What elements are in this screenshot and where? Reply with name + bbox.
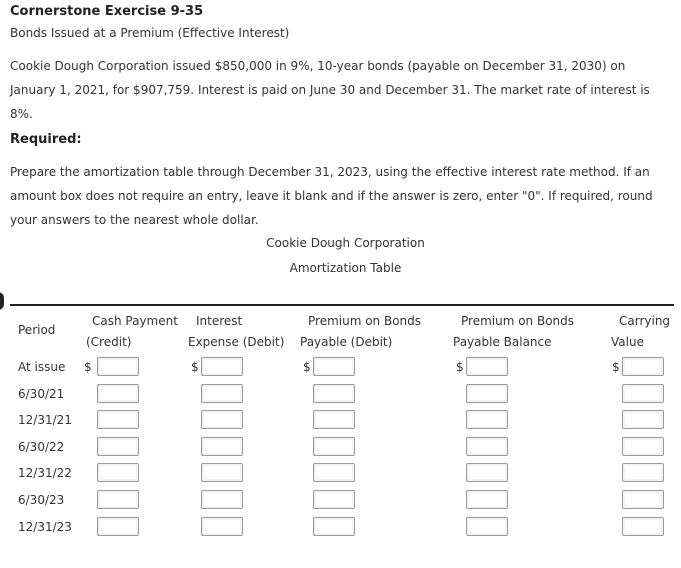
exercise-subtitle: Bonds Issued at a Premium (Effective Interest)	[10, 26, 290, 40]
dollar-sign: $	[84, 360, 92, 374]
premium-input[interactable]	[313, 410, 355, 429]
balance-input[interactable]	[466, 490, 508, 509]
dollar-sign: $	[612, 360, 620, 374]
exercise-title: Cornerstone Exercise 9-35	[10, 4, 204, 19]
problem-statement	[10, 54, 670, 126]
row-label: At issue	[18, 360, 66, 374]
required-line-1: Prepare the amortization table through December 31, 2023, using the effective interest rate method. If an	[10, 165, 650, 179]
interest-input[interactable]	[201, 384, 243, 403]
problem-line-2: January 1, 2021, for $907,759. Interest is paid on June 30 and December 31. The market rate of interest is	[10, 83, 650, 97]
header-interest-expense: Expense (Debit)	[188, 335, 285, 349]
header-period: Period	[18, 323, 56, 337]
header-interest: Interest	[196, 314, 243, 328]
header-premium-debit: Payable (Debit)	[300, 335, 393, 349]
table-name: Amortization Table	[289, 261, 402, 275]
dollar-sign: $	[303, 360, 311, 374]
balance-input[interactable]	[466, 410, 508, 429]
required-label: Required:	[10, 132, 82, 147]
problem-line-3: 8%.	[10, 107, 33, 121]
header-premium-amortized: Premium on Bonds	[308, 314, 422, 328]
premium-input[interactable]	[313, 437, 355, 456]
premium-input[interactable]	[313, 490, 355, 509]
row-label: 12/31/22	[18, 466, 72, 480]
problem-line-1: Cookie Dough Corporation issued $850,000 in 9%, 10-year bonds (payable on December 31, 2030) on	[10, 59, 626, 73]
premium-input[interactable]	[313, 357, 355, 376]
cash-input[interactable]	[97, 463, 139, 482]
balance-input[interactable]	[466, 357, 508, 376]
carrying-input[interactable]	[622, 357, 664, 376]
cash-input[interactable]	[97, 384, 139, 403]
carrying-input[interactable]	[622, 384, 664, 403]
balance-input[interactable]	[466, 463, 508, 482]
table-top-rule	[10, 304, 674, 306]
carrying-input[interactable]	[622, 463, 664, 482]
header-carrying: Carrying	[619, 314, 671, 328]
row-label: 12/31/21	[18, 413, 72, 427]
row-label: 6/30/23	[18, 493, 65, 507]
interest-input[interactable]	[201, 410, 243, 429]
required-line-3: your answers to the nearest whole dollar.	[10, 213, 259, 227]
premium-input[interactable]	[313, 463, 355, 482]
header-carrying-value: Value	[611, 335, 644, 349]
table-edge-marker	[0, 292, 4, 310]
cash-input[interactable]	[97, 437, 139, 456]
interest-input[interactable]	[201, 437, 243, 456]
row-label: 12/31/23	[18, 520, 72, 534]
interest-input[interactable]	[201, 357, 243, 376]
row-label: 6/30/21	[18, 387, 65, 401]
interest-input[interactable]	[201, 517, 243, 536]
cash-input[interactable]	[97, 490, 139, 509]
carrying-input[interactable]	[622, 410, 664, 429]
carrying-input[interactable]	[622, 437, 664, 456]
header-cash-payment: Cash Payment	[92, 314, 178, 328]
premium-input[interactable]	[313, 517, 355, 536]
header-premium-balance-1: Premium on Bonds	[461, 314, 575, 328]
carrying-input[interactable]	[622, 490, 664, 509]
dollar-sign: $	[456, 360, 464, 374]
cash-input[interactable]	[97, 410, 139, 429]
cash-input[interactable]	[97, 517, 139, 536]
interest-input[interactable]	[201, 490, 243, 509]
cash-input[interactable]	[97, 357, 139, 376]
header-cash-credit: (Credit)	[86, 335, 132, 349]
row-label: 6/30/22	[18, 440, 65, 454]
balance-input[interactable]	[466, 437, 508, 456]
required-line-2: amount box does not require an entry, leave it blank and if the answer is zero, enter "0". If required, round	[10, 189, 653, 203]
carrying-input[interactable]	[622, 517, 664, 536]
table-company-name: Cookie Dough Corporation	[266, 236, 425, 250]
interest-input[interactable]	[201, 463, 243, 482]
dollar-sign: $	[191, 360, 199, 374]
premium-input[interactable]	[313, 384, 355, 403]
balance-input[interactable]	[466, 517, 508, 536]
balance-input[interactable]	[466, 384, 508, 403]
required-instructions	[10, 160, 670, 232]
header-premium-balance-2: Payable Balance	[453, 335, 552, 349]
